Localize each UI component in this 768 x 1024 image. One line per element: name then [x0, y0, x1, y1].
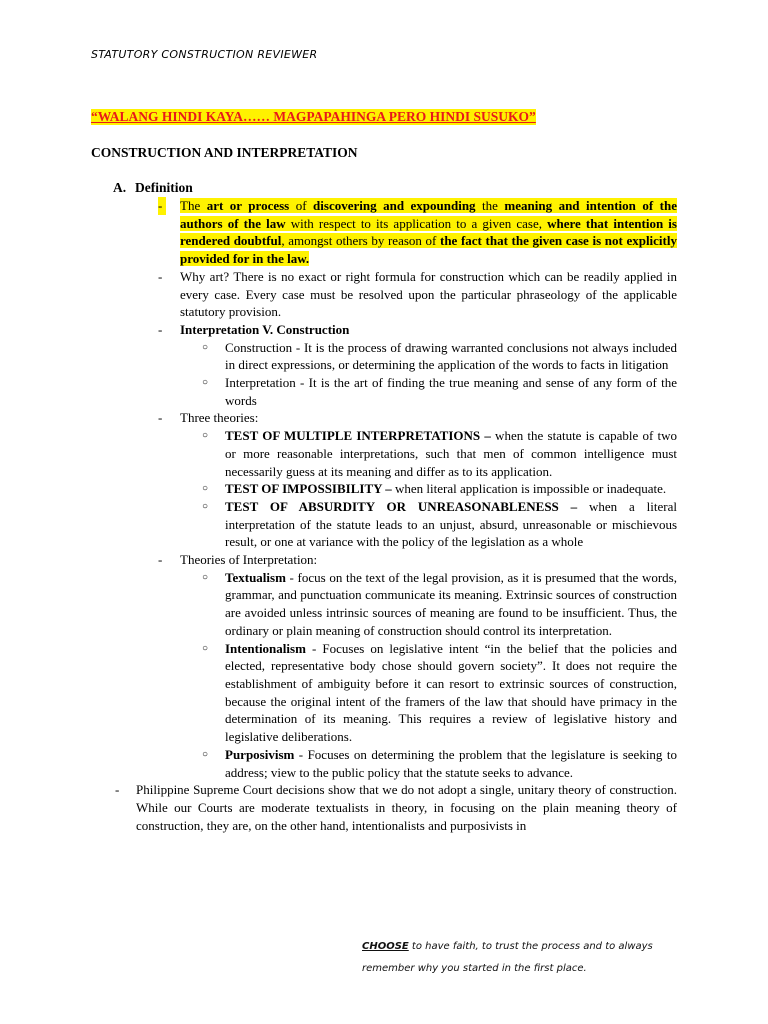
motivational-footer: CHOOSE to have faith, to trust the process and to always remember why you started in the first place.: [362, 941, 653, 974]
bullet-circle: ○: [202, 377, 209, 389]
theory-impossibility: ○ TEST OF IMPOSSIBILITY – when literal application is impossible or inadequate.: [202, 481, 667, 497]
three-theories-label: - Three theories:: [158, 410, 259, 426]
document-header: STATUTORY CONSTRUCTION REVIEWER: [91, 48, 318, 61]
bullet-circle: ○: [202, 642, 209, 654]
construction-definition: ○ Construction - It is the process of drawing warranted conclusions not always included in direct expressions, or determining the application of the words to facts in litigation: [202, 339, 677, 373]
theories-interpretation-label: - Theories of Interpretation:: [158, 552, 318, 568]
definition-label: Definition: [135, 180, 193, 195]
theory-absurdity: ○ TEST OF ABSURDITY OR UNREASONABLENESS – when a literal interpretation of the statute leads to an unjust, absurd, unreasonable or mischievous result, or one at variance with the policy of the legislation as a whole: [202, 498, 677, 550]
why-art-text: - Why art? There is no exact or right formula for construction which can be readily applied in every case. Every case must be resolved upon the particular phraseology of the applicable statutory provision.: [158, 268, 677, 320]
bullet-circle: ○: [202, 341, 209, 353]
document-body: [0, 197, 768, 834]
bullet-dash: -: [115, 782, 120, 798]
bullet-dash: -: [158, 410, 163, 426]
footer-emphasis: CHOOSE: [362, 941, 409, 952]
theory-intentionalism: ○ Intentionalism - Focuses on legislative intent “in the belief that the policies and elected, representative body chose should govern society”. It does not require the establishment of ambiguity before it can resort to extrinsic sources of construction, because the original intent of the framers of the law that should have primacy in the determination of its meaning. This requires a review of legislative history and legislative deliberations.: [202, 640, 677, 745]
bullet-circle: ○: [202, 430, 209, 442]
bullet-circle: ○: [202, 571, 209, 583]
definition-letter: A.: [113, 180, 127, 195]
bullet-dash: -: [158, 321, 163, 337]
definition-highlight: The art or process of discovering and expounding the meaning and intention of the authors of the law with respect to its application to a given case, where that intention is rendered doubtful, amongst others by reason of the fact that the given case is not explicitly provided for in the law.: [180, 198, 677, 267]
bullet-dash: -: [158, 552, 163, 568]
theory-multiple-interpretations: ○ TEST OF MULTIPLE INTERPRETATIONS – when the statute is capable of two or more reasonable interpretations, such that men of common intelligence must necessarily guess at its meaning and differ as to its application.: [202, 428, 677, 479]
bullet-dash: -: [158, 197, 166, 215]
motto: “WALANG HINDI KAYA…… MAGPAPAHINGA PERO HINDI SUSUKO”: [91, 109, 536, 124]
bullet-dash: -: [158, 268, 163, 284]
definition-heading: [113, 180, 193, 196]
interp-vs-construction-label: - Interpretation V. Construction: [158, 321, 350, 337]
definition-text: [158, 197, 677, 268]
interpretation-definition: ○ Interpretation - It is the art of finding the true meaning and sense of any form of the words: [202, 375, 677, 408]
theory-purposivism: ○ Purposivism - Focuses on determining the problem that the legislature is seeking to address; view to the public policy that the statute seeks to advance.: [202, 746, 677, 780]
bullet-circle: ○: [202, 483, 209, 495]
philippine-decisions-text: - Philippine Supreme Court decisions show that we do not adopt a single, unitary theory of construction. While our Courts are moderate textualists in theory, in focusing on the plain meaning theory of construction, they are, on the other hand, intentionalists and purposivists in: [115, 782, 677, 833]
theory-textualism: ○ Textualism - focus on the text of the legal provision, as it is presumed that the words, grammar, and punctuation communicate its meaning. Extrinsic sources of construction are avoided unless intrinsic sources of meaning are found to be insufficient. Thus, the ordinary or plain meaning of construction should control its interpretation.: [202, 569, 677, 638]
bullet-circle: ○: [202, 748, 209, 760]
section-title: CONSTRUCTION AND INTERPRETATION: [91, 145, 358, 160]
bullet-circle: ○: [202, 500, 209, 512]
